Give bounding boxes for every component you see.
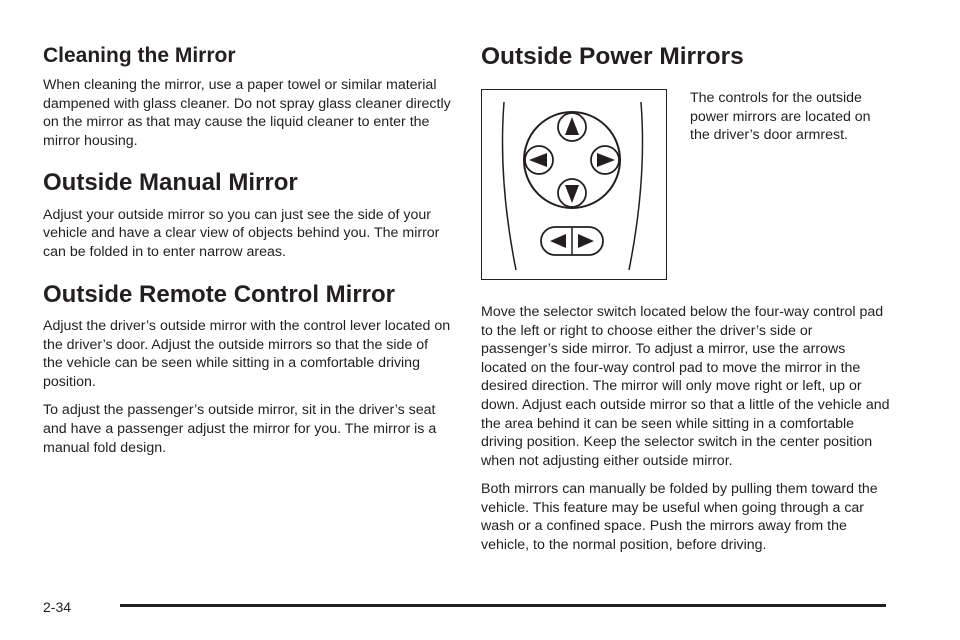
remote-mirror-text-1: Adjust the driver’s outside mirror with the control lever located on the driver’s door. Adjust the outside mirrors so that the side of the vehicle can be seen while sitting in a comfortable driving position. [43, 318, 451, 390]
power-mirror-caption: The controls for the outside power mirrors are located on the driver’s door armrest. [690, 89, 871, 144]
remote-mirror-text-2: To adjust the passenger’s outside mirror, sit in the driver’s seat and have a passenger adjust the mirror for you. The mirror is a manual fold design. [43, 402, 437, 456]
manual-mirror-heading: Outside Manual Mirror [43, 169, 298, 197]
selector-left-arrow-icon [550, 234, 566, 248]
mirror-control-diagram [482, 90, 665, 278]
arrow-right-icon[interactable] [591, 146, 619, 174]
cleaning-mirror-heading: Cleaning the Mirror [43, 44, 236, 67]
power-mirrors-heading: Outside Power Mirrors [481, 43, 744, 70]
selector-right-arrow-icon [578, 234, 594, 248]
mirror-selector-switch[interactable] [541, 227, 603, 255]
power-mirror-text-2: Both mirrors can manually be folded by pulling them toward the vehicle. This feature may be useful when going through a car wash or a confined space. Push the mirrors away from the vehicle, to the normal position, before driving. [481, 481, 878, 554]
cleaning-mirror-text: When cleaning the mirror, use a paper towel or similar material dampened with glass cleaner. Do not spray glass cleaner directly on the mirror as that may cause the liquid cleaner to enter the mirror housing. [43, 77, 451, 149]
remote-mirror-heading: Outside Remote Control Mirror [43, 280, 396, 308]
right-column [481, 44, 891, 555]
arrow-down-icon[interactable] [558, 179, 586, 207]
left-column [43, 44, 451, 457]
arrow-up-icon[interactable] [558, 113, 586, 141]
manual-mirror-text: Adjust your outside mirror so you can just see the side of your vehicle and have a clear view of objects behind you. The mirror can be folded in to enter narrow areas. [43, 206, 440, 261]
page-number: 2-34 [43, 599, 72, 615]
mirror-control-illustration [481, 89, 667, 280]
footer-rule [120, 604, 886, 607]
power-mirror-text-1: Move the selector switch located below the four-way control pad to the left or right to choose either the driver’s side or passenger’s side mirror. To adjust a mirror, use the arrows located on the four-way control pad to move the mirror in the desired direction. The mirror will only move right or left, up or down. Adjust each outside mirror so that a little of the vehicle and the area behind it can be seen while sitting in a comfortable driving position. Keep the selector switch in the center position when not adjusting either outside mirror. [481, 303, 890, 469]
power-mirror-figure-row [481, 89, 891, 285]
arrow-left-icon[interactable] [525, 146, 553, 174]
